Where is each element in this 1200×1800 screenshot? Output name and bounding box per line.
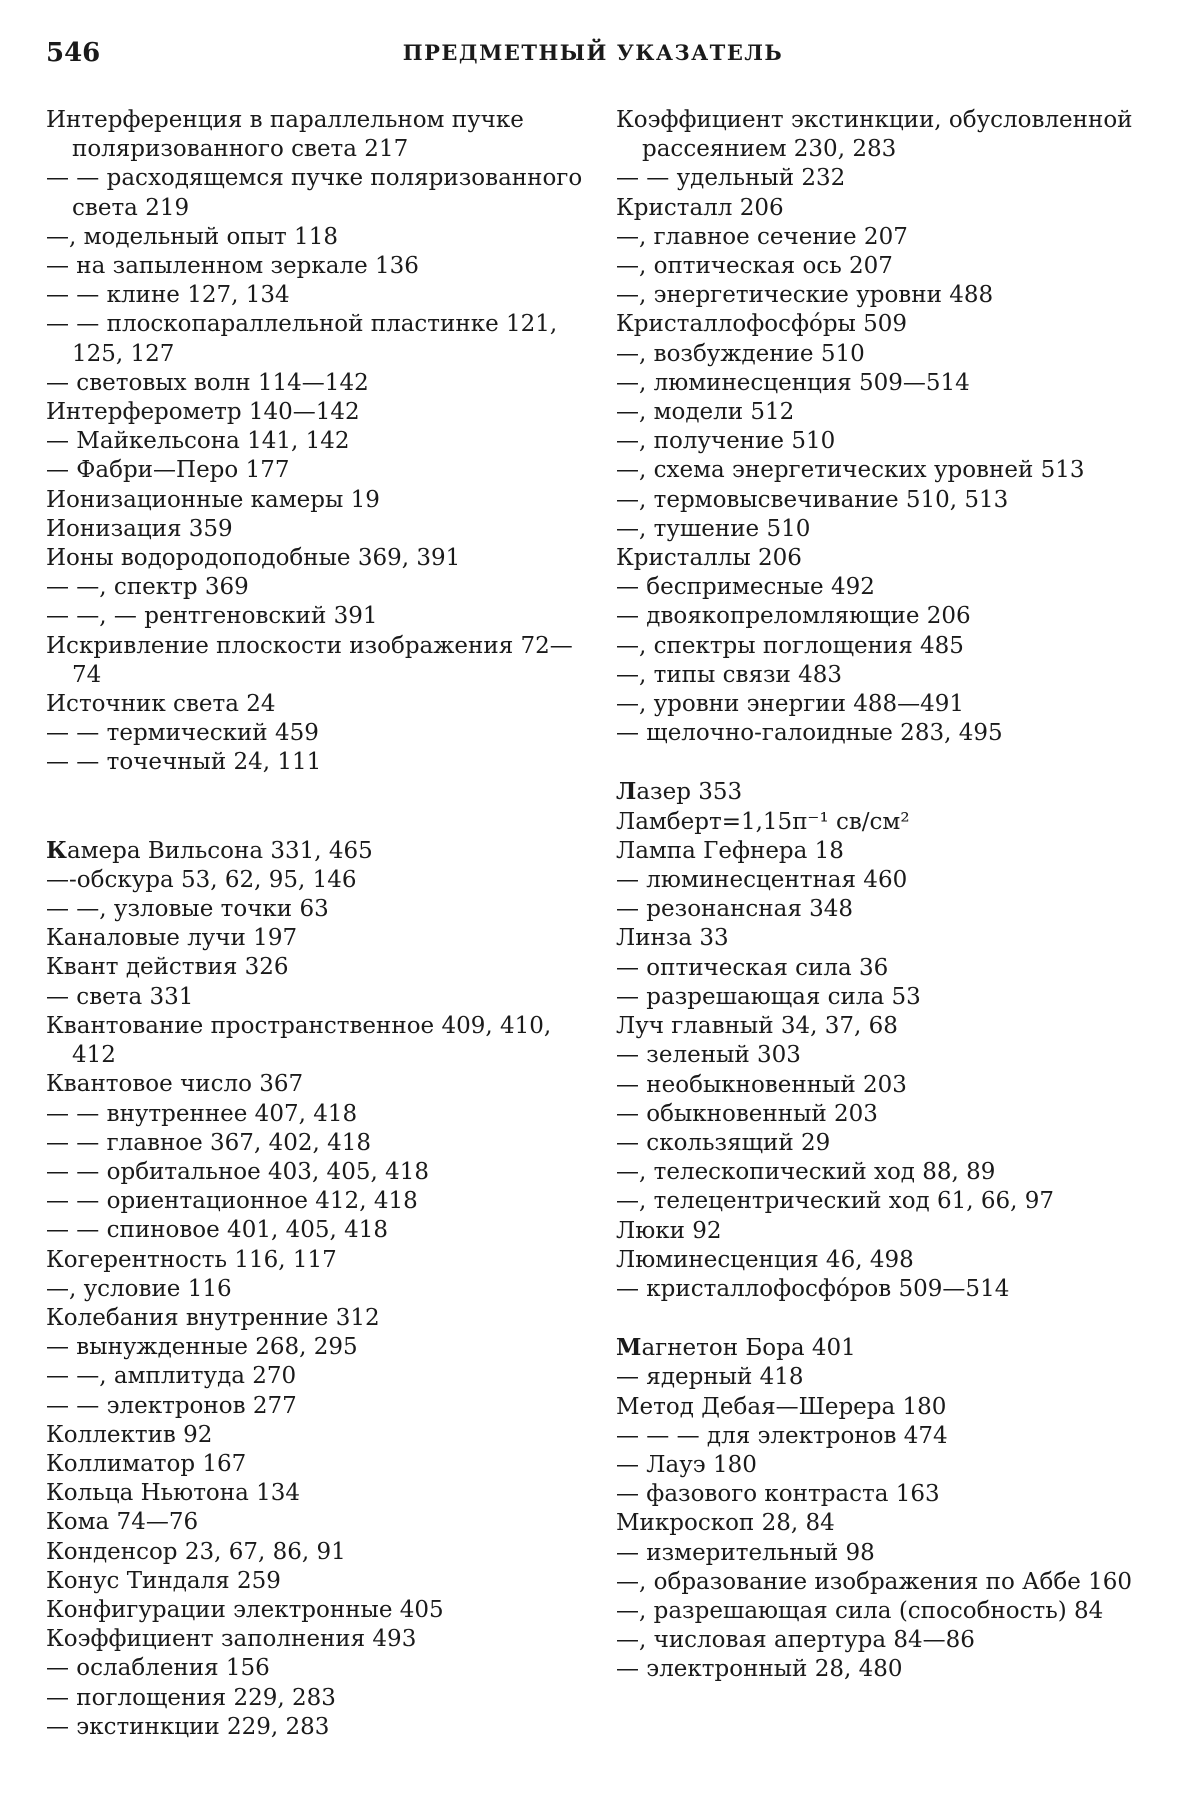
index-entry: — Майкельсона 141, 142 xyxy=(46,428,350,455)
index-entry: —, схема энергетических уровней 513 xyxy=(616,457,1085,484)
index-entry: Квантовое число 367 xyxy=(46,1071,304,1098)
entry-text: амера Вильсона 331, 465 xyxy=(66,837,373,864)
index-entry: — световых волн 114—142 xyxy=(46,369,369,396)
index-entry: —, типы связи 483 xyxy=(616,661,843,688)
index-entry: — — термический 459 xyxy=(46,720,319,747)
index-column-left xyxy=(46,106,584,1742)
index-entry: Квант действия 326 xyxy=(46,954,289,981)
index-entry: Когерентность 116, 117 xyxy=(46,1246,337,1273)
index-entry: — — главное 367, 402, 418 xyxy=(46,1129,371,1156)
index-entry: Ионизационные камеры 19 xyxy=(46,486,380,513)
index-entry: — — спиновое 401, 405, 418 xyxy=(46,1217,389,1244)
index-entry: — ядерный 418 xyxy=(616,1364,804,1391)
index-entry: Люминесценция 46, 498 xyxy=(616,1246,914,1273)
index-entry: Интерференция в параллельном пучке поляризованного света 217 xyxy=(46,107,524,163)
index-entry: — — орбитальное 403, 405, 418 xyxy=(46,1158,429,1185)
index-entry: — — удельный 232 xyxy=(616,165,846,192)
index-entry: Линза 33 xyxy=(616,925,729,952)
running-title: ПРЕДМЕТНЫЙ УКАЗАТЕЛЬ xyxy=(402,40,784,65)
index-entry: —, термовысвечивание 510, 513 xyxy=(616,486,1009,513)
index-entry: — — ориентационное 412, 418 xyxy=(46,1188,418,1215)
index-entry: — —, узловые точки 63 xyxy=(46,896,329,923)
index-entry: —, спектры поглощения 485 xyxy=(616,632,964,659)
index-entry: —, тушение 510 xyxy=(616,515,811,542)
index-entry: — необыкновенный 203 xyxy=(616,1071,907,1098)
index-entry: Микроскоп 28, 84 xyxy=(616,1510,835,1537)
index-entry: Кристаллы 206 xyxy=(616,545,802,572)
index-entry: —, модели 512 xyxy=(616,399,795,426)
index-entry: Источник света 24 xyxy=(46,691,276,718)
index-entry: Кольца Ньютона 134 xyxy=(46,1480,301,1507)
index-entry: — оптическая сила 36 xyxy=(616,954,889,981)
index-entry: Ионизация 359 xyxy=(46,515,233,542)
index-entry: —, оптическая ось 207 xyxy=(616,253,893,280)
index-entry: Коллиматор 167 xyxy=(46,1450,247,1477)
index-entry: —, получение 510 xyxy=(616,428,836,455)
index-entry: — — электронов 277 xyxy=(46,1392,297,1419)
entry-text: агнетон Бора 401 xyxy=(641,1335,856,1362)
index-entry: — Фабри—Перо 177 xyxy=(46,457,290,484)
index-letter-section-start xyxy=(616,1333,1154,1363)
index-entry: —, числовая апертура 84—86 xyxy=(616,1627,975,1654)
index-entry: Ламберт=1,15π⁻¹ св/см² xyxy=(616,808,910,835)
index-entry: Квантование пространственное 409, 410, 412 xyxy=(46,1012,552,1069)
section-initial-letter: К xyxy=(46,836,67,864)
index-entry: —, условие 116 xyxy=(46,1275,232,1302)
index-entry: — кристаллофосфóров 509—514 xyxy=(616,1275,1010,1302)
index-entry: — двоякопреломляющие 206 xyxy=(616,603,971,630)
index-entry: Кристаллофосфóры 509 xyxy=(616,311,908,338)
index-entry: Кристалл 206 xyxy=(616,194,784,221)
entry-text: азер 353 xyxy=(636,779,743,806)
index-entry: — зеленый 303 xyxy=(616,1042,801,1069)
section-initial-letter: М xyxy=(616,1334,642,1362)
index-entry: — —, спектр 369 xyxy=(46,574,249,601)
index-entry: — обыкновенный 203 xyxy=(616,1100,878,1127)
index-entry: — —, амплитуда 270 xyxy=(46,1363,297,1390)
index-entry: — — внутреннее 407, 418 xyxy=(46,1100,358,1127)
index-letter-section-start xyxy=(616,777,1154,807)
index-entry: —, телескопический ход 88, 89 xyxy=(616,1159,996,1186)
index-entry: — света 331 xyxy=(46,983,194,1010)
index-entry: —, уровни энергии 488—491 xyxy=(616,691,965,718)
index-entry: —-обскура 53, 62, 95, 146 xyxy=(46,866,357,893)
index-entry: — — точечный 24, 111 xyxy=(46,749,322,776)
index-entry: — — расходящемся пучке поляризованного света 219 xyxy=(46,165,583,221)
index-entry: Луч главный 34, 37, 68 xyxy=(616,1013,898,1040)
index-entry: Искривление плоскости изображения 72—74 xyxy=(46,632,573,688)
index-entry: — на запыленном зеркале 136 xyxy=(46,253,419,280)
index-entry: Коллектив 92 xyxy=(46,1421,213,1448)
index-entry: — Лауэ 180 xyxy=(616,1451,757,1478)
index-entry: Коэффициент заполнения 493 xyxy=(46,1626,417,1653)
index-entry: —, телецентрический ход 61, 66, 97 xyxy=(616,1188,1055,1215)
index-entry: — щелочно-галоидные 283, 495 xyxy=(616,720,1003,747)
index-entry: —, разрешающая сила (способность) 84 xyxy=(616,1597,1104,1624)
index-column-right xyxy=(616,106,1154,1685)
index-entry: — люминесцентная 460 xyxy=(616,867,908,894)
index-entry: Люки 92 xyxy=(616,1217,722,1244)
index-entry: — резонансная 348 xyxy=(616,896,854,923)
index-entry: — электронный 28, 480 xyxy=(616,1656,903,1683)
index-entry: — вынужденные 268, 295 xyxy=(46,1334,358,1361)
index-entry: — ослабления 156 xyxy=(46,1655,270,1682)
index-entry: — — плоскопараллельной пластинке 121, 125, 127 xyxy=(46,311,558,367)
index-entry: Конфигурации электронные 405 xyxy=(46,1596,444,1623)
index-entry: —, образование изображения по Аббе 160 xyxy=(616,1568,1133,1595)
index-entry: Лампа Гефнера 18 xyxy=(616,837,844,864)
index-entry: Метод Дебая—Шерера 180 xyxy=(616,1393,947,1420)
index-entry: —, возбуждение 510 xyxy=(616,340,865,367)
index-entry: Интерферометр 140—142 xyxy=(46,399,360,426)
index-entry: Каналовые лучи 197 xyxy=(46,925,298,952)
index-entry: — экстинкции 229, 283 xyxy=(46,1713,330,1740)
section-initial-letter: Л xyxy=(616,778,637,806)
index-entry: Кома 74—76 xyxy=(46,1509,199,1536)
index-entry: Коэффициент экстинкции, обусловленной рассеянием 230, 283 xyxy=(616,107,1133,163)
index-entry: —, главное сечение 207 xyxy=(616,223,908,250)
index-entry: Колебания внутренние 312 xyxy=(46,1304,380,1331)
index-entry: —, модельный опыт 118 xyxy=(46,223,338,250)
index-entry: — — клине 127, 134 xyxy=(46,282,290,309)
index-letter-section-start xyxy=(46,836,584,866)
index-entry: —, люминесценция 509—514 xyxy=(616,369,970,396)
index-entry: — поглощения 229, 283 xyxy=(46,1684,336,1711)
index-entry: —, энергетические уровни 488 xyxy=(616,282,994,309)
index-entry: — разрешающая сила 53 xyxy=(616,983,921,1010)
page-header xyxy=(46,38,1140,72)
index-entry: — беспримесные 492 xyxy=(616,574,875,601)
index-entry: Ионы водородоподобные 369, 391 xyxy=(46,545,461,572)
index-entry: — измерительный 98 xyxy=(616,1539,875,1566)
index-entry: — фазового контраста 163 xyxy=(616,1481,940,1508)
index-entry: — —, — рентгеновский 391 xyxy=(46,603,378,630)
index-entry: Конус Тиндаля 259 xyxy=(46,1567,281,1594)
page-number: 546 xyxy=(46,38,101,68)
index-entry: — скользящий 29 xyxy=(616,1129,831,1156)
index-entry: — — — для электронов 474 xyxy=(616,1422,948,1449)
index-entry: Конденсор 23, 67, 86, 91 xyxy=(46,1538,346,1565)
